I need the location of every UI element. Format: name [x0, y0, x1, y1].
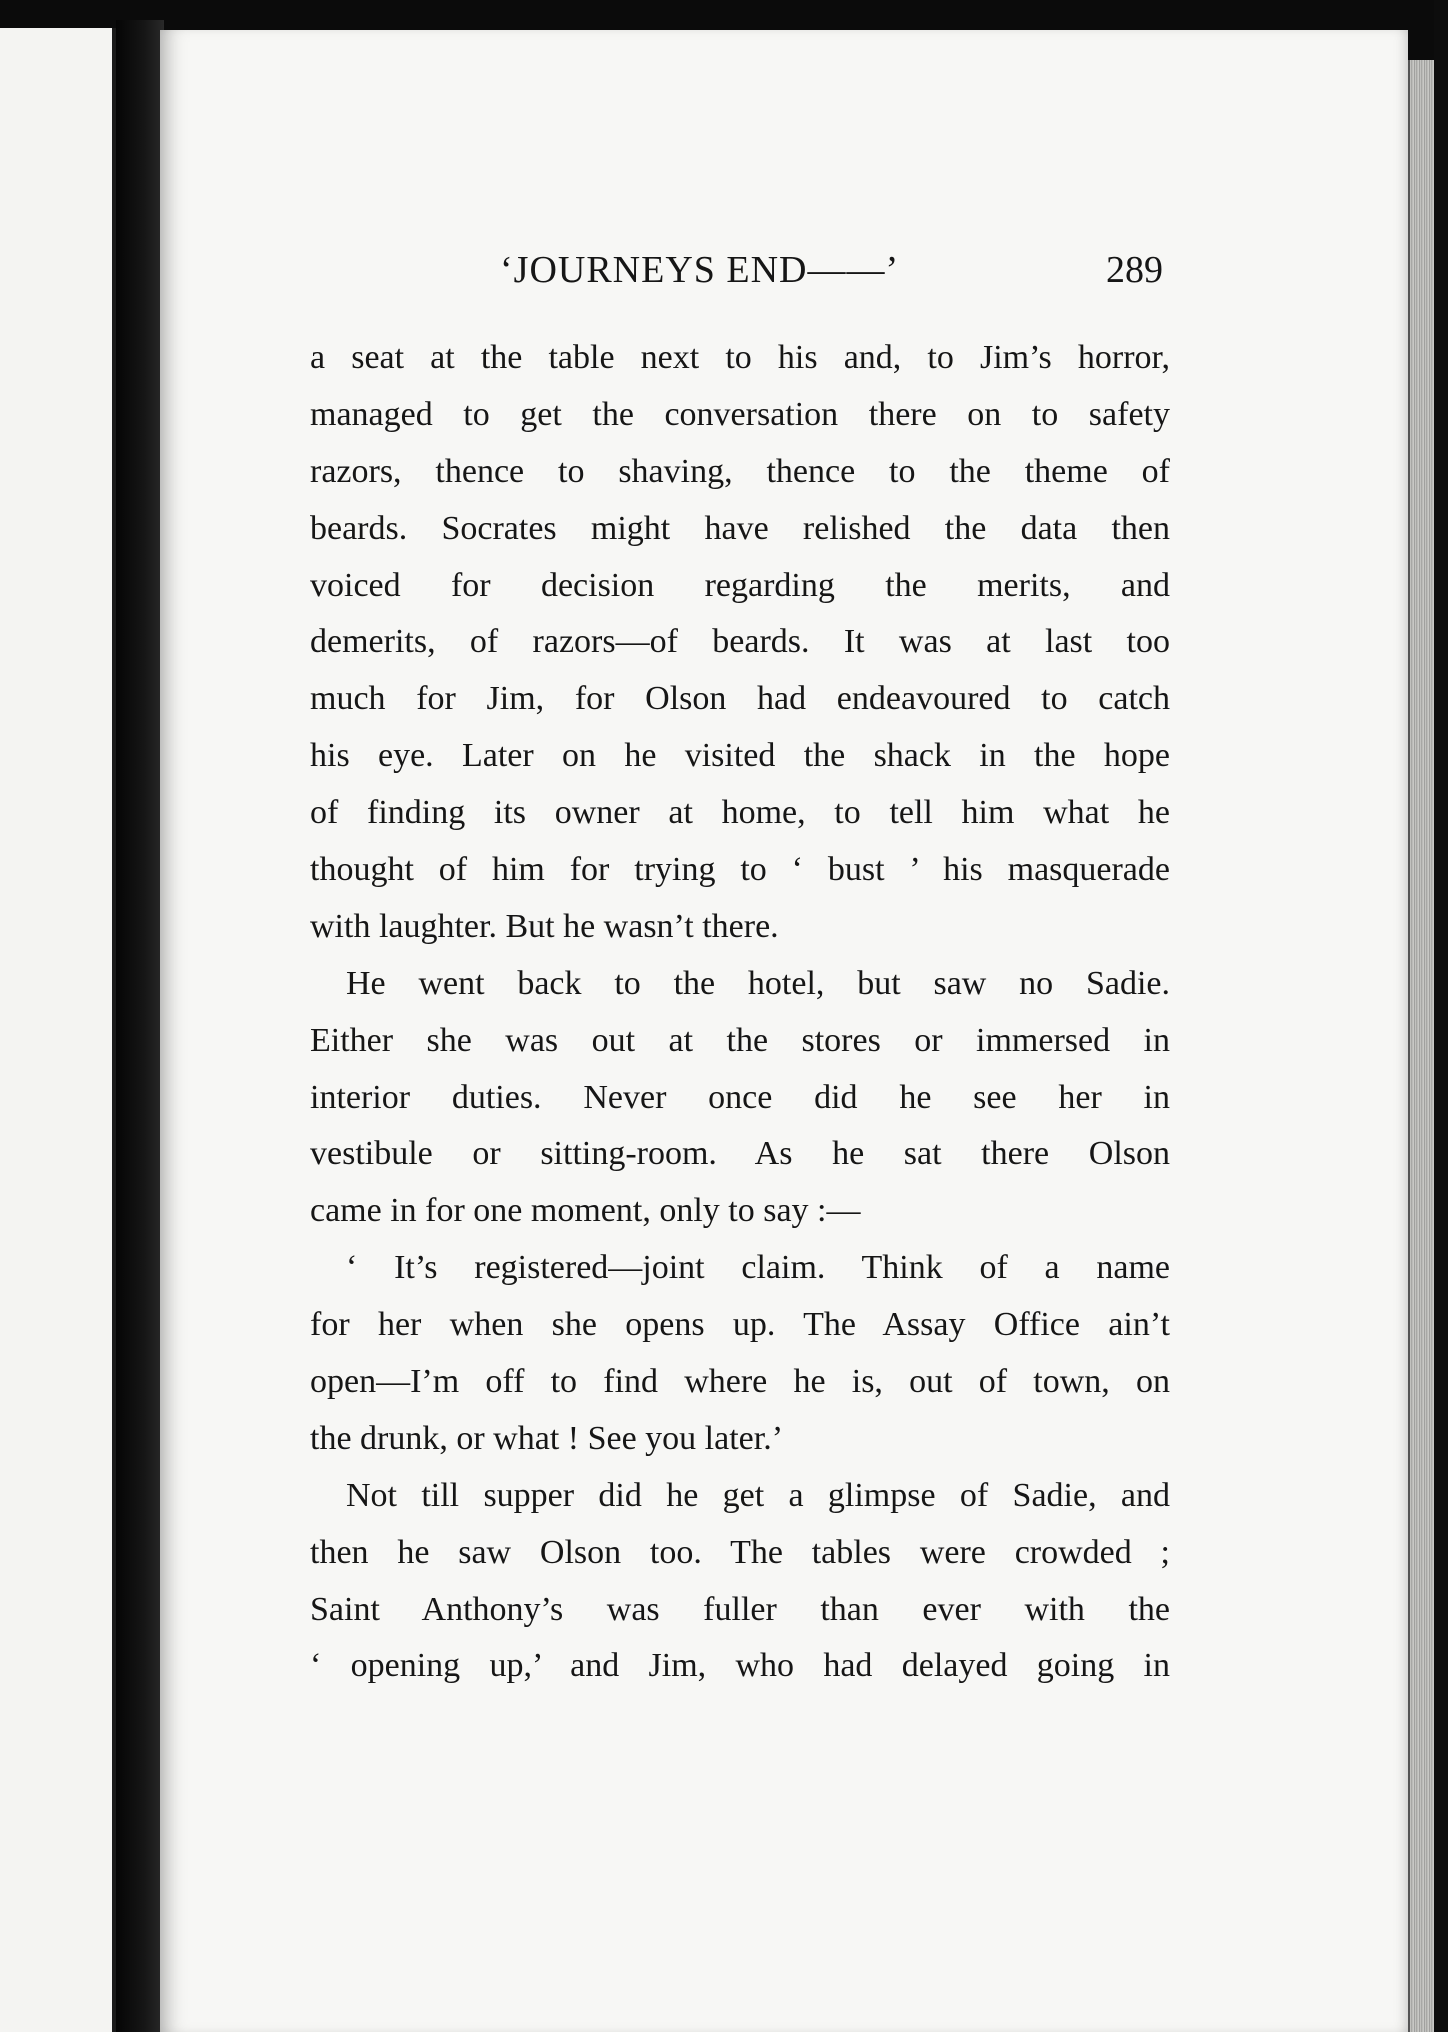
text-line: of finding its owner at home, to tell him what he: [310, 794, 1170, 832]
text-line: He went back to the hotel, but saw no Sadie.: [346, 964, 1170, 1002]
text-line: interior duties. Never once did he see her in: [310, 1078, 1170, 1116]
text-line: for her when she opens up. The Assay Office ain’t: [310, 1306, 1170, 1344]
text-line: much for Jim, for Olson had endeavoured to catch: [310, 680, 1170, 718]
text-line: his eye. Later on he visited the shack in the hope: [310, 737, 1170, 775]
text-line: open—I’m off to find where he is, out of town, on: [310, 1363, 1170, 1401]
text-line: a seat at the table next to his and, to Jim’s horror,: [310, 339, 1170, 376]
text-line: managed to get the conversation there on to safety: [310, 395, 1170, 433]
text-line: the drunk, or what ! See you later.’: [310, 1419, 784, 1457]
text-line: vestibule or sitting-room. As he sat there Olson: [310, 1135, 1170, 1173]
text-line: Not till supper did he get a glimpse of Sadie, and: [346, 1476, 1170, 1514]
text-line: Saint Anthony’s was fuller than ever with the: [310, 1590, 1170, 1628]
body-text: [310, 330, 1170, 1695]
text-line: demerits, of razors—of beards. It was at last too: [310, 623, 1170, 661]
page-stack-edge: [1408, 60, 1436, 2032]
book-gutter: [116, 20, 164, 2032]
text-line: with laughter. But he wasn’t there.: [310, 907, 779, 945]
text-line: Either she was out at the stores or immersed in: [310, 1021, 1170, 1059]
text-line: ‘ It’s registered—joint claim. Think of a name: [346, 1249, 1170, 1287]
book-page: [160, 30, 1408, 2032]
text-line: then he saw Olson too. The tables were crowded ;: [310, 1533, 1170, 1571]
text-line: ‘ opening up,’ and Jim, who had delayed going in: [310, 1647, 1170, 1685]
text-line: voiced for decision regarding the merits, and: [310, 566, 1170, 604]
running-head: [160, 248, 1408, 308]
previous-page-edge: [0, 28, 116, 2032]
text-line: razors, thence to shaving, thence to the theme of: [310, 452, 1170, 490]
page-number: 289: [1106, 249, 1163, 291]
text-line: thought of him for trying to ‘ bust ’ his masquerade: [310, 851, 1170, 889]
text-line: came in for one moment, only to say :—: [310, 1192, 861, 1230]
running-title: ‘JOURNEYS END——’: [500, 249, 900, 291]
scan-border: [1434, 0, 1448, 2032]
text-line: beards. Socrates might have relished the data then: [310, 509, 1170, 547]
